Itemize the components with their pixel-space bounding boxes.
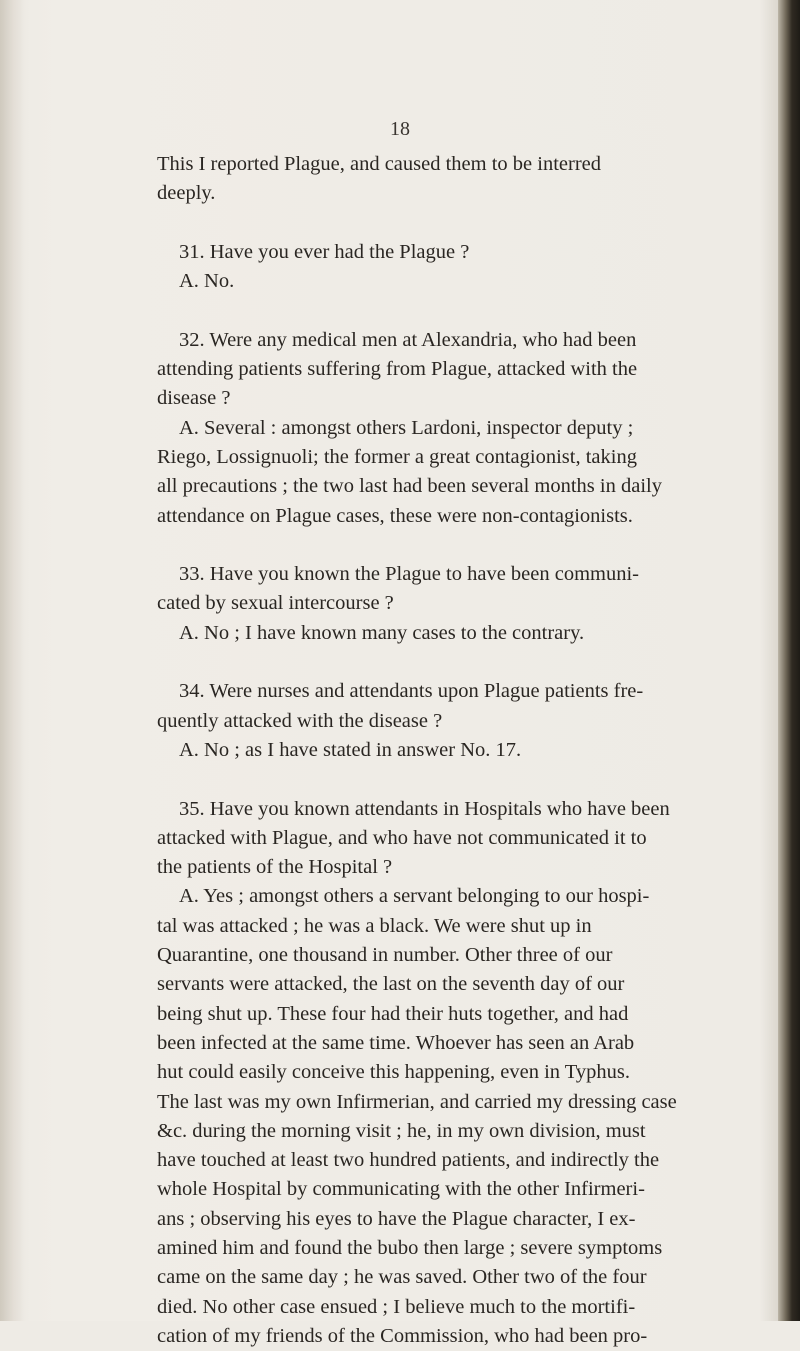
paragraph-gap — [157, 531, 767, 560]
text-line: disease ? — [157, 387, 231, 410]
text-line: died. No other case ensued ; I believe much to the mortifi- — [157, 1295, 636, 1318]
text-line: 32. Were any medical men at Alexandria, who had been — [179, 328, 637, 351]
paragraph — [157, 238, 767, 297]
text-line: servants were attacked, the last on the seventh day of our — [157, 973, 625, 996]
text-line: 35. Have you known attendants in Hospitals who have been — [179, 797, 670, 820]
page-number: 18 — [390, 118, 410, 140]
text-line: This I reported Plague, and caused them to be interred — [157, 153, 602, 175]
page-binding-edge — [778, 0, 800, 1321]
paragraph-gap — [157, 296, 767, 325]
text-line: tal was attacked ; he was a black. We were shut up in — [157, 914, 592, 937]
text-line: A. No ; as I have stated in answer No. 17. — [179, 738, 522, 761]
text-line: ans ; observing his eyes to have the Plague character, I ex- — [157, 1207, 636, 1230]
paragraph — [157, 560, 767, 648]
paragraph — [157, 150, 767, 209]
text-line: 31. Have you ever had the Plague ? — [179, 240, 470, 263]
text-line: 33. Have you known the Plague to have been communi- — [179, 563, 639, 586]
text-line: all precautions ; the two last had been several months in daily — [157, 475, 662, 498]
text-line: the patients of the Hospital ? — [157, 856, 393, 879]
text-line: have touched at least two hundred patients, and indirectly the — [157, 1149, 660, 1172]
text-line: A. Yes ; amongst others a servant belonging to our hospi- — [179, 885, 650, 908]
text-line: attending patients suffering from Plague, attacked with the — [157, 358, 638, 381]
paragraph — [157, 326, 767, 531]
paragraph — [157, 677, 767, 765]
text-line: cated by sexual intercourse ? — [157, 592, 394, 615]
text-line: whole Hospital by communicating with the other Infirmeri- — [157, 1178, 645, 1201]
text-line: being shut up. These four had their huts together, and had — [157, 1002, 629, 1025]
paragraph-gap — [157, 209, 767, 238]
text-line: A. No. — [179, 270, 235, 293]
text-line: Quarantine, one thousand in number. Other three of our — [157, 944, 613, 967]
text-line: came on the same day ; he was saved. Other two of the four — [157, 1266, 647, 1289]
paragraph — [157, 795, 767, 1351]
text-line: A. No ; I have known many cases to the contrary. — [179, 621, 585, 644]
text-line: amined him and found the bubo then large ; severe symptoms — [157, 1236, 663, 1259]
text-line: hut could easily conceive this happening, even in Typhus. — [157, 1061, 631, 1084]
text-line: cation of my friends of the Commission, who had been pro- — [157, 1324, 648, 1347]
text-line: Riego, Lossignuoli; the former a great contagionist, taking — [157, 445, 637, 468]
page-body-text — [157, 150, 767, 1351]
text-line: quently attacked with the disease ? — [157, 709, 443, 732]
text-line: &c. during the morning visit ; he, in my own division, must — [157, 1119, 646, 1142]
text-line: been infected at the same time. Whoever has seen an Arab — [157, 1031, 635, 1054]
text-line: attacked with Plague, and who have not communicated it to — [157, 826, 647, 849]
text-line: 34. Were nurses and attendants upon Plague patients fre- — [179, 680, 644, 703]
text-line: deeply. — [157, 182, 216, 205]
page-gutter-shadow — [0, 0, 24, 1321]
paragraph-gap — [157, 648, 767, 677]
text-line: A. Several : amongst others Lardoni, inspector deputy ; — [179, 416, 634, 439]
text-line: The last was my own Infirmerian, and carried my dressing case — [157, 1090, 677, 1113]
text-line: attendance on Plague cases, these were non-contagionists. — [157, 504, 633, 527]
paragraph-gap — [157, 765, 767, 794]
